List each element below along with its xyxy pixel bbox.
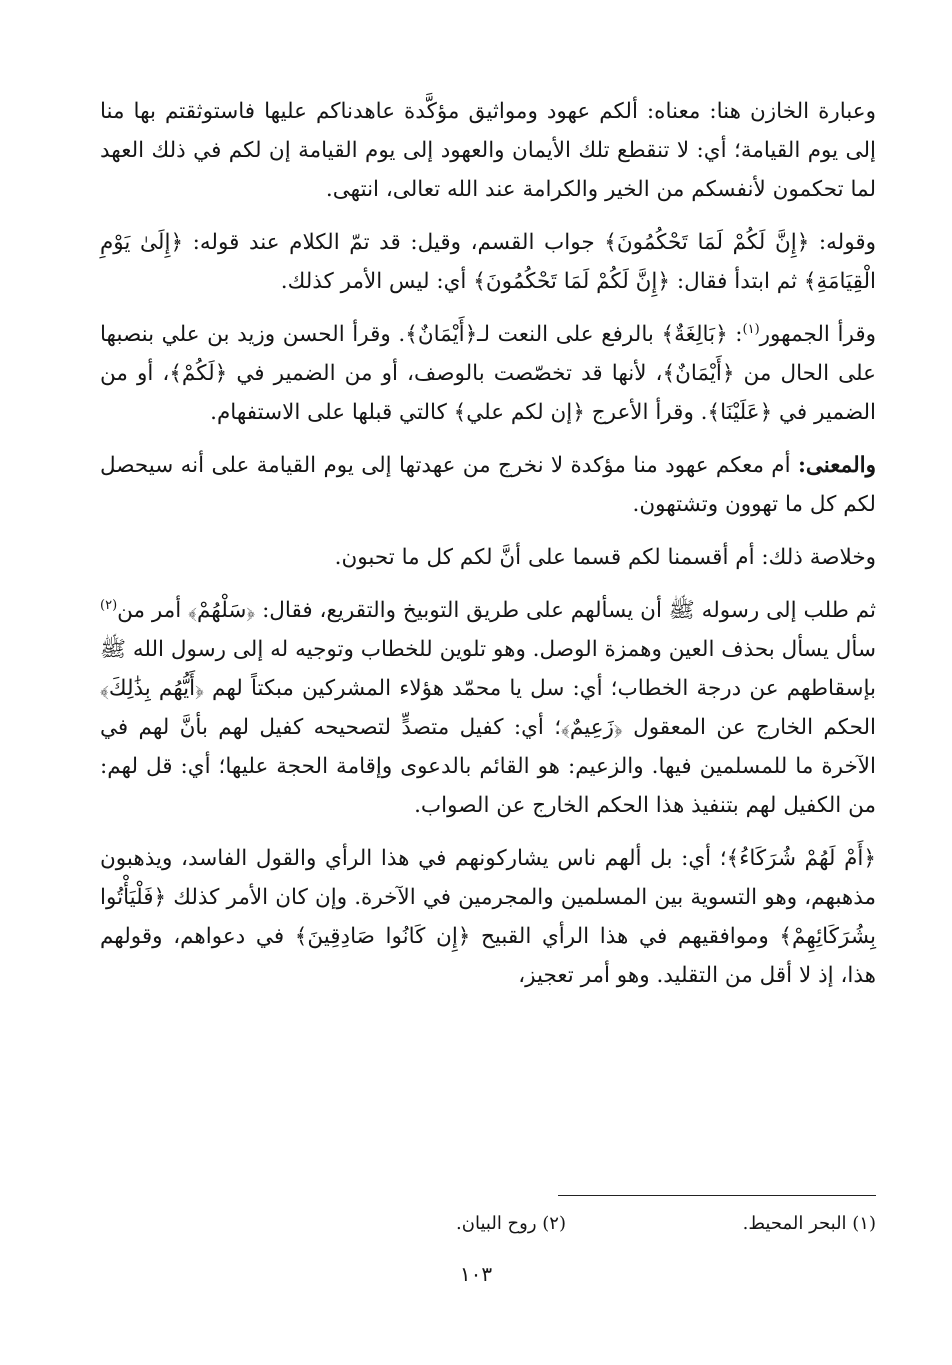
paragraph-1: وعبارة الخازن هنا: معناه: ألكم عهود ومواثيق مؤكَّدة عاهدناكم عليها فاستوثقتم بها منا إلى يوم القيامة؛ أي: لا تنقطع تلك الأيمان والعهود إلى يوم القيامة إن لكم في ذلك العهد لما تحكمون لأنفسكم من الخير والكرامة عند الله تعالى، انتهى. <box>100 99 876 202</box>
paragraph-5: وخلاصة ذلك: أم أقسمنا لكم قسما على أنَّ لكم كل ما تحبون. <box>334 545 876 570</box>
footnote-2: (٢) روح البيان. <box>456 1213 566 1234</box>
page-body <box>100 92 876 1009</box>
paragraph-6 <box>100 591 876 825</box>
paragraph-3-rest: : ﴿بَالِغَةٌ﴾ بالرفع على النعت لـ﴿أَيْمَانٌ﴾. وقرأ الحسن وزيد بن علي بنصبها على الحال من ﴿أَيْمَانٌ﴾، لأنها قد تخصّصت بالوصف، أو من الضمير في ﴿لَكُمْ﴾، أو من الضمير في ﴿عَلَيْنَا﴾. وقرأ الأعرج ﴿إن لكم علي﴾ كالتي قبلها على الاستفهام. <box>100 322 876 425</box>
footnote-1: (١) البحر المحيط. <box>742 1213 876 1234</box>
footnote-ref-2[interactable]: (٢) <box>100 597 118 613</box>
paragraph-3-start: وقرأ الجمهور <box>759 322 877 347</box>
footnote-ref-1[interactable]: (١) <box>742 321 760 337</box>
paragraph-6-start: ثم طلب إلى رسوله ﷺ أن يسألهم على طريق التوبيخ والتقريع، فقال: ﴿سَلْهُمْ﴾ أمر من <box>117 598 876 623</box>
paragraph-3 <box>100 315 876 432</box>
paragraph-4-text: أم معكم عهود منا مؤكدة لا نخرج من عهدتها إلى يوم القيامة على أنه سيحصل لكم كل ما تهوون وتشتهون. <box>100 453 876 517</box>
paragraph-7: ﴿أَمْ لَهُمْ شُرَكَاءُ﴾؛ أي: بل ألهم ناس يشاركونهم في هذا الرأي والقول الفاسد، ويذهبون مذهبهم، وهو التسوية بين المسلمين والمجرمين في الآخرة. وإن كان الأمر كذلك ﴿فَلْيَأْتُوا بِشُرَكَائِهِمْ﴾ وموافقيهم في هذا الرأي القبيح ﴿إِن كَانُوا صَادِقِينَ﴾ في دعواهم، وقولهم هذا، إذ لا أقل من التقليد. وهو أمر تعجيز، <box>100 846 876 988</box>
paragraph-4-label: والمعنى: <box>797 453 876 478</box>
footnote-divider <box>558 1195 876 1196</box>
paragraph-4 <box>100 446 876 524</box>
paragraph-2: وقوله: ﴿إِنَّ لَكُمْ لَمَا تَحْكُمُونَ﴾ جواب القسم، وقيل: قد تمّ الكلام عند قوله: ﴿إِلَىٰ يَوْمِ الْقِيَامَةِ﴾ ثم ابتدأ فقال: ﴿إِنَّ لَكُمْ لَمَا تَحْكُمُونَ﴾ أي: ليس الأمر كذلك. <box>100 230 876 294</box>
paragraph-6-rest: سأل يسأل بحذف العين وهمزة الوصل. وهو تلوين للخطاب وتوجيه له إلى رسول الله ﷺ بإسقاطهم عن درجة الخطاب؛ أي: سل يا محمّد هؤلاء المشركين مبكتاً لهم ﴿أَيُّهُم بِذَٰلِكَ﴾ الحكم الخارج عن المعقول ﴿زَعِيمٌ﴾؛ أي: كفيل متصدٍّ لتصحيحه كفيل لهم بأنَّ لهم في الآخرة ما للمسلمين فيها. والزعيم: هو القائم بالدعوى وإقامة الحجة عليها؛ أي: قل لهم: من الكفيل لهم بتنفيذ هذا الحكم الخارج عن الصواب. <box>100 637 876 818</box>
page-number: ١٠٣ <box>459 1262 493 1286</box>
